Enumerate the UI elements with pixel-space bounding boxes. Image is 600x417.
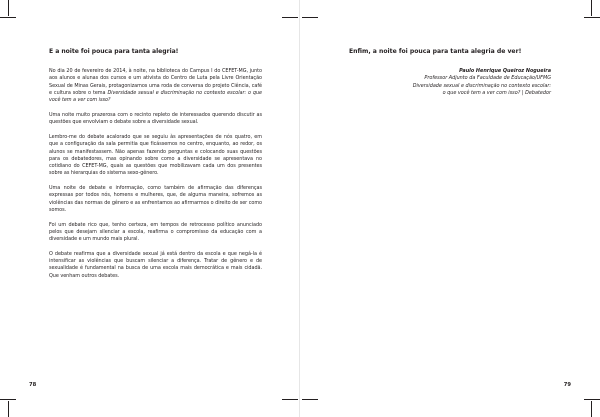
right-page-title: Enfim, a noite foi pouca para tanta alegria de ver!	[349, 48, 522, 55]
intro-theme: Diversidade sexual e discriminação no contexto escolar: o que você tem a ver com isso?	[49, 89, 262, 104]
left-page-title: E a noite foi pouca para tanta alegria!	[49, 48, 179, 55]
event-line-1: Diversidade sexual e discriminação no contexto escolar:	[412, 82, 551, 89]
author-affiliation: Professor Adjunto da Faculdade de Educação/UFMG	[424, 75, 551, 82]
body-paragraph: O debate reafirma que a diversidade sexual já está dentro da escola e que negá-la é intensificar as violências que buscam silenciar a diferença. Tratar de gênero e de sexualidade é fundamental na busca de uma escola mais democrática e mais cidadã. Que venham outros debates.	[49, 250, 262, 279]
body-paragraph: Lembro-me do debate acalorado que se seguiu às apresentações de nós quatro, em que a configuração da sala permitia que ficássemos no centro, enquanto, ao redor, os alunos se manifestassem. Não apenas fazendo perguntas e colocando suas questões para os debatedores, mas opinando sobre como a diversidade se apresentava no cotidiano do CEFET-MG, quais as questões que mobilizavam cada um dos presentes sobre as hierarquias do sistema sexo-gênero.	[49, 133, 262, 177]
page-number-left: 78	[29, 382, 37, 388]
event-line-2: o que você tem a ver com isso? | Debatedor	[442, 90, 551, 97]
body-paragraph: Uma noite muito prazerosa com o recinto repleto de interessados querendo discutir as questões que envolviam o debate sobre a diversidade sexual.	[49, 112, 262, 126]
intro-paragraph	[49, 68, 262, 104]
body-paragraph: Uma noite de debate e informação, como também de afirmação das diferenças expressas por todos nós, homens e mulheres, que, de alguma maneira, sofremos as violências das normas de gênero e as enfrentamos ao afirmarmos o direito de ser como somos.	[49, 185, 262, 213]
body-paragraph: Foi um debate rico que, tenho certeza, em tempos de retrocesso político anunciado pelos que desejam silenciar a escola, reafirma o compromisso da educação com a diversidade e um mundo mais plural.	[49, 221, 262, 243]
right-page	[300, 0, 600, 417]
page-number-right: 79	[563, 382, 571, 388]
intro-text: No dia 20 de fevereiro de 2014, à noite, na biblioteca do Campus I do CEFET-MG, junto aos alunos e alunas dos cursos e um ativista do Centro de Luta pela Livre Orientação Sexual de Minas Gerais, protagonizamos uma roda de conversa do projeto Ciência, café e cultura sobre o tema	[49, 68, 262, 96]
author-credits	[349, 68, 551, 98]
left-page-text	[49, 48, 262, 287]
author-name: Paulo Henrique Queiroz Nogueira	[459, 68, 551, 74]
right-page-text	[349, 48, 551, 98]
